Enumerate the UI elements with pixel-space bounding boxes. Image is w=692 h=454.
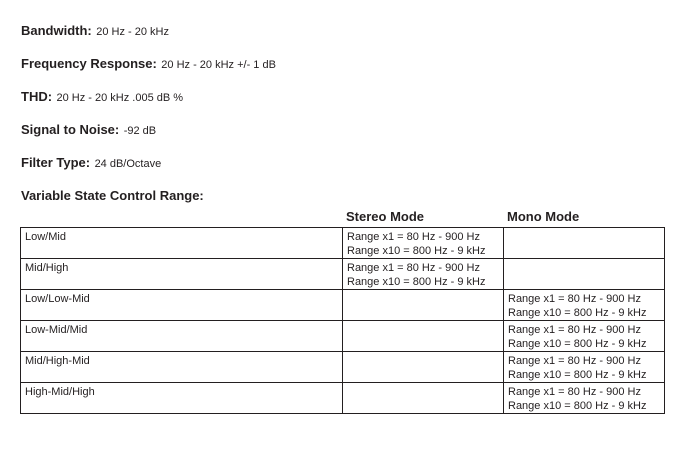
mono-range-cell (504, 228, 665, 259)
mono-range-cell (504, 321, 665, 352)
control-name-cell: Mid/High (21, 259, 343, 290)
spec-label: Filter Type: (21, 155, 91, 170)
range-x10-text: Range x10 = 800 Hz - 9 kHz (347, 276, 486, 288)
mono-range-cell (504, 259, 665, 290)
control-name-cell: Low/Mid (21, 228, 343, 259)
range-x1-text: Range x1 = 80 Hz - 900 Hz (508, 355, 641, 367)
control-range-title: Variable State Control Range: (21, 188, 204, 203)
spec-bandwidth (21, 23, 169, 40)
control-name-cell: High-Mid/High (21, 383, 343, 414)
spec-thd (21, 89, 183, 106)
control-name-cell: Mid/High-Mid (21, 352, 343, 383)
mono-range-cell (504, 383, 665, 414)
stereo-range-cell (343, 383, 504, 414)
spec-value: 24 dB/Octave (94, 158, 162, 170)
table-row (21, 321, 665, 352)
spec-label: Frequency Response: (21, 56, 157, 71)
range-x1-text: Range x1 = 80 Hz - 900 Hz (347, 231, 480, 243)
range-x1-text: Range x1 = 80 Hz - 900 Hz (508, 386, 641, 398)
spec-value: 20 Hz - 20 kHz (96, 26, 169, 38)
table-row (21, 290, 665, 321)
stereo-range-cell (343, 228, 504, 259)
control-range-table (20, 227, 665, 414)
spec-label: THD: (21, 89, 53, 104)
table-row (21, 352, 665, 383)
stereo-range-cell (343, 352, 504, 383)
control-name-cell: Low-Mid/Mid (21, 321, 343, 352)
mono-range-cell (504, 352, 665, 383)
table-row (21, 259, 665, 290)
mono-mode-header: Mono Mode (507, 209, 580, 224)
range-x10-text: Range x10 = 800 Hz - 9 kHz (508, 369, 647, 381)
spec-value: -92 dB (123, 125, 157, 137)
mono-range-cell (504, 290, 665, 321)
range-x10-text: Range x10 = 800 Hz - 9 kHz (508, 307, 647, 319)
spec-value: 20 Hz - 20 kHz +/- 1 dB (161, 59, 276, 71)
range-x1-text: Range x1 = 80 Hz - 900 Hz (508, 324, 641, 336)
stereo-range-cell (343, 290, 504, 321)
spec-label: Bandwidth: (21, 23, 92, 38)
range-x10-text: Range x10 = 800 Hz - 9 kHz (347, 245, 486, 257)
range-x10-text: Range x10 = 800 Hz - 9 kHz (508, 400, 647, 412)
control-name-cell: Low/Low-Mid (21, 290, 343, 321)
range-x1-text: Range x1 = 80 Hz - 900 Hz (508, 293, 641, 305)
spec-filter-type (21, 155, 161, 172)
table-row (21, 383, 665, 414)
spec-signal-to-noise (21, 122, 156, 139)
stereo-mode-header: Stereo Mode (346, 209, 425, 224)
range-x10-text: Range x10 = 800 Hz - 9 kHz (508, 338, 647, 350)
stereo-range-cell (343, 321, 504, 352)
range-x1-text: Range x1 = 80 Hz - 900 Hz (347, 262, 480, 274)
table-row (21, 228, 665, 259)
spec-value: 20 Hz - 20 kHz .005 dB % (56, 92, 184, 104)
stereo-range-cell (343, 259, 504, 290)
spec-label: Signal to Noise: (21, 122, 120, 137)
spec-frequency-response (21, 56, 276, 73)
